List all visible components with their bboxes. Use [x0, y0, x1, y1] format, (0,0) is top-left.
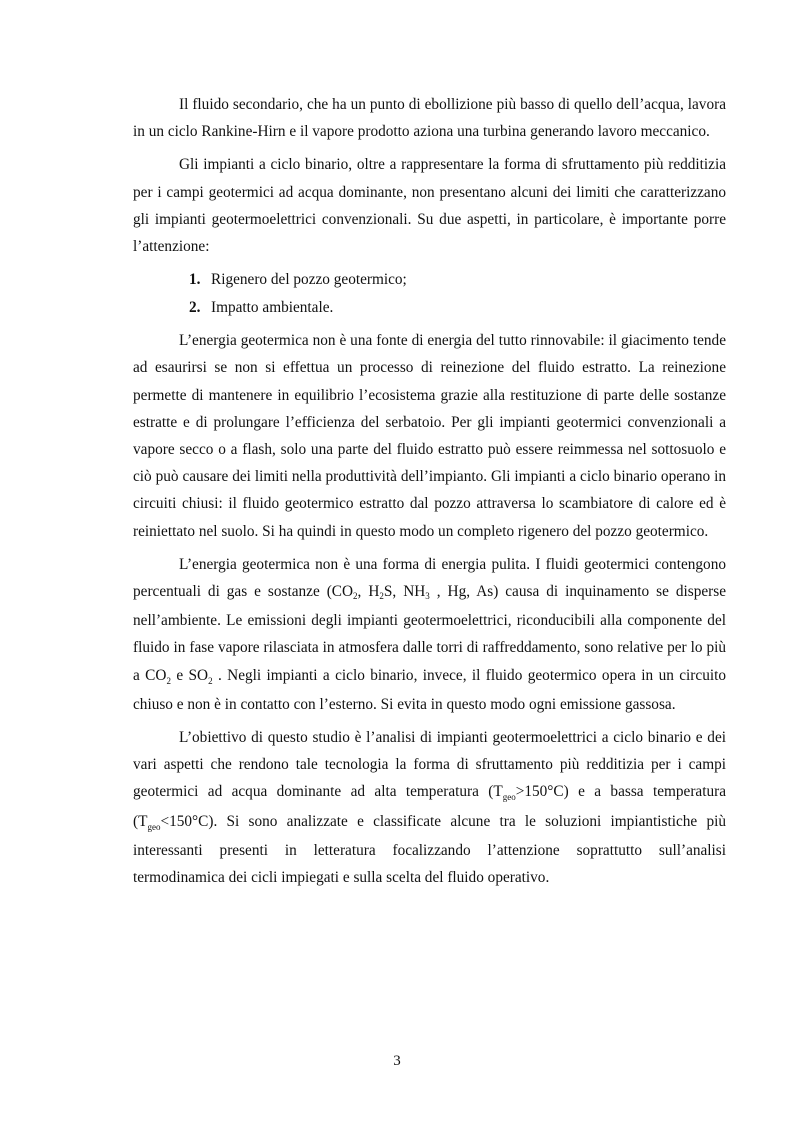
list-item-text: Impatto ambientale. — [211, 298, 334, 316]
paragraph-5 — [133, 724, 726, 891]
paragraph-4-text: L’energia geotermica non è una forma di energia pulita. I fluidi geotermici contengono percentuali di gas e sostanze (CO — [133, 555, 726, 601]
list-item — [133, 294, 726, 322]
list-item-text: Rigenero del pozzo geotermico; — [211, 271, 407, 289]
paragraph-4-text: S, NH — [383, 583, 426, 601]
paragraph-5-text: L’obiettivo di questo studio è l’analisi di impianti geotermoelettrici a ciclo binario e dei vari aspetti che rendono tale tecnologia la forma di sfruttamento più redditizia per i campi geotermici ad acqua dominante ad alta temperatura (T — [133, 729, 726, 801]
paragraph-4-text: e SO — [170, 666, 209, 684]
subscript: 2 — [353, 591, 358, 602]
paragraph-3: L’energia geotermica non è una fonte di energia del tutto rinnovabile: il giacimento tende ad esaurirsi se non si effettua un processo di reinezione del fluido estratto. La reinezione permette di mantenere in equilibrio l’ecosistema grazie alla restituzione di parte delle sostanze estratte e di prolungare l’efficienza del serbatoio. Per gli impianti geotermici convenzionali a vapore secco o a flash, solo una parte del fluido estratto può essere reimmessa nel sottosuolo e ciò può causare dei limiti nella produttività dell’impianto. Gli impianti a ciclo binario operano in circuiti chiusi: il fluido geotermico estratto dal pozzo attraversa lo scambiatore di calore ed è reiniettato nel suolo. Si ha quindi in questo modo un completo rigenero del pozzo geotermico. — [133, 332, 726, 540]
list-item-number: 2. — [189, 298, 201, 316]
subscript: geo — [502, 792, 516, 803]
paragraph-2: Gli impianti a ciclo binario, oltre a rappresentare la forma di sfruttamento più redditizia per i campi geotermici ad acqua dominante, non presentano alcuni dei limiti che caratterizzano gli impianti geotermoelettrici convenzionali. Su due aspetti, in particolare, è importante porre l’attenzione: — [133, 156, 726, 256]
subscript: geo — [147, 821, 161, 832]
list-item-number: 1. — [189, 271, 201, 289]
paragraph-4 — [133, 551, 726, 718]
paragraph-5-text: >150°C) e a bassa temperatura (T — [133, 783, 726, 830]
paragraph-4-text: , H — [357, 583, 380, 601]
page-number: 3 — [393, 1053, 401, 1069]
page-content — [133, 91, 726, 897]
subscript: 2 — [379, 591, 384, 602]
subscript: 3 — [425, 591, 430, 602]
numbered-list — [133, 266, 726, 321]
paragraph-1: Il fluido secondario, che ha un punto di ebollizione più basso di quello dell’acqua, lavora in un ciclo Rankine-Hirn e il vapore prodotto aziona una turbina generando lavoro meccanico. — [133, 96, 726, 141]
paragraph-4-text: , Hg, As) causa di inquinamento se disperse nell’ambiente. Le emissioni degli impianti geotermoelettrici, riconducibili alla componente del fluido in fase vapore rilasciata in atmosfera dalle torri di raffreddamento, sono relative per lo più a CO — [133, 583, 727, 684]
paragraph-4-text: . Negli impianti a ciclo binario, invece, il fluido geotermico opera in un circuito chiuso e non è in contatto con l’esterno. Si evita in questo modo ogni emissione gassosa. — [133, 666, 726, 713]
list-item — [133, 266, 726, 294]
subscript: 2 — [208, 675, 213, 686]
subscript: 2 — [166, 675, 171, 686]
paragraph-5-text: <150°C). Si sono analizzate e classificate alcune tra le soluzioni impiantistiche più interessanti presenti in letteratura focalizzando l’attenzione soprattutto sull’analisi termodinamica dei cicli impiegati e sulla scelta del fluido operativo. — [133, 812, 726, 887]
